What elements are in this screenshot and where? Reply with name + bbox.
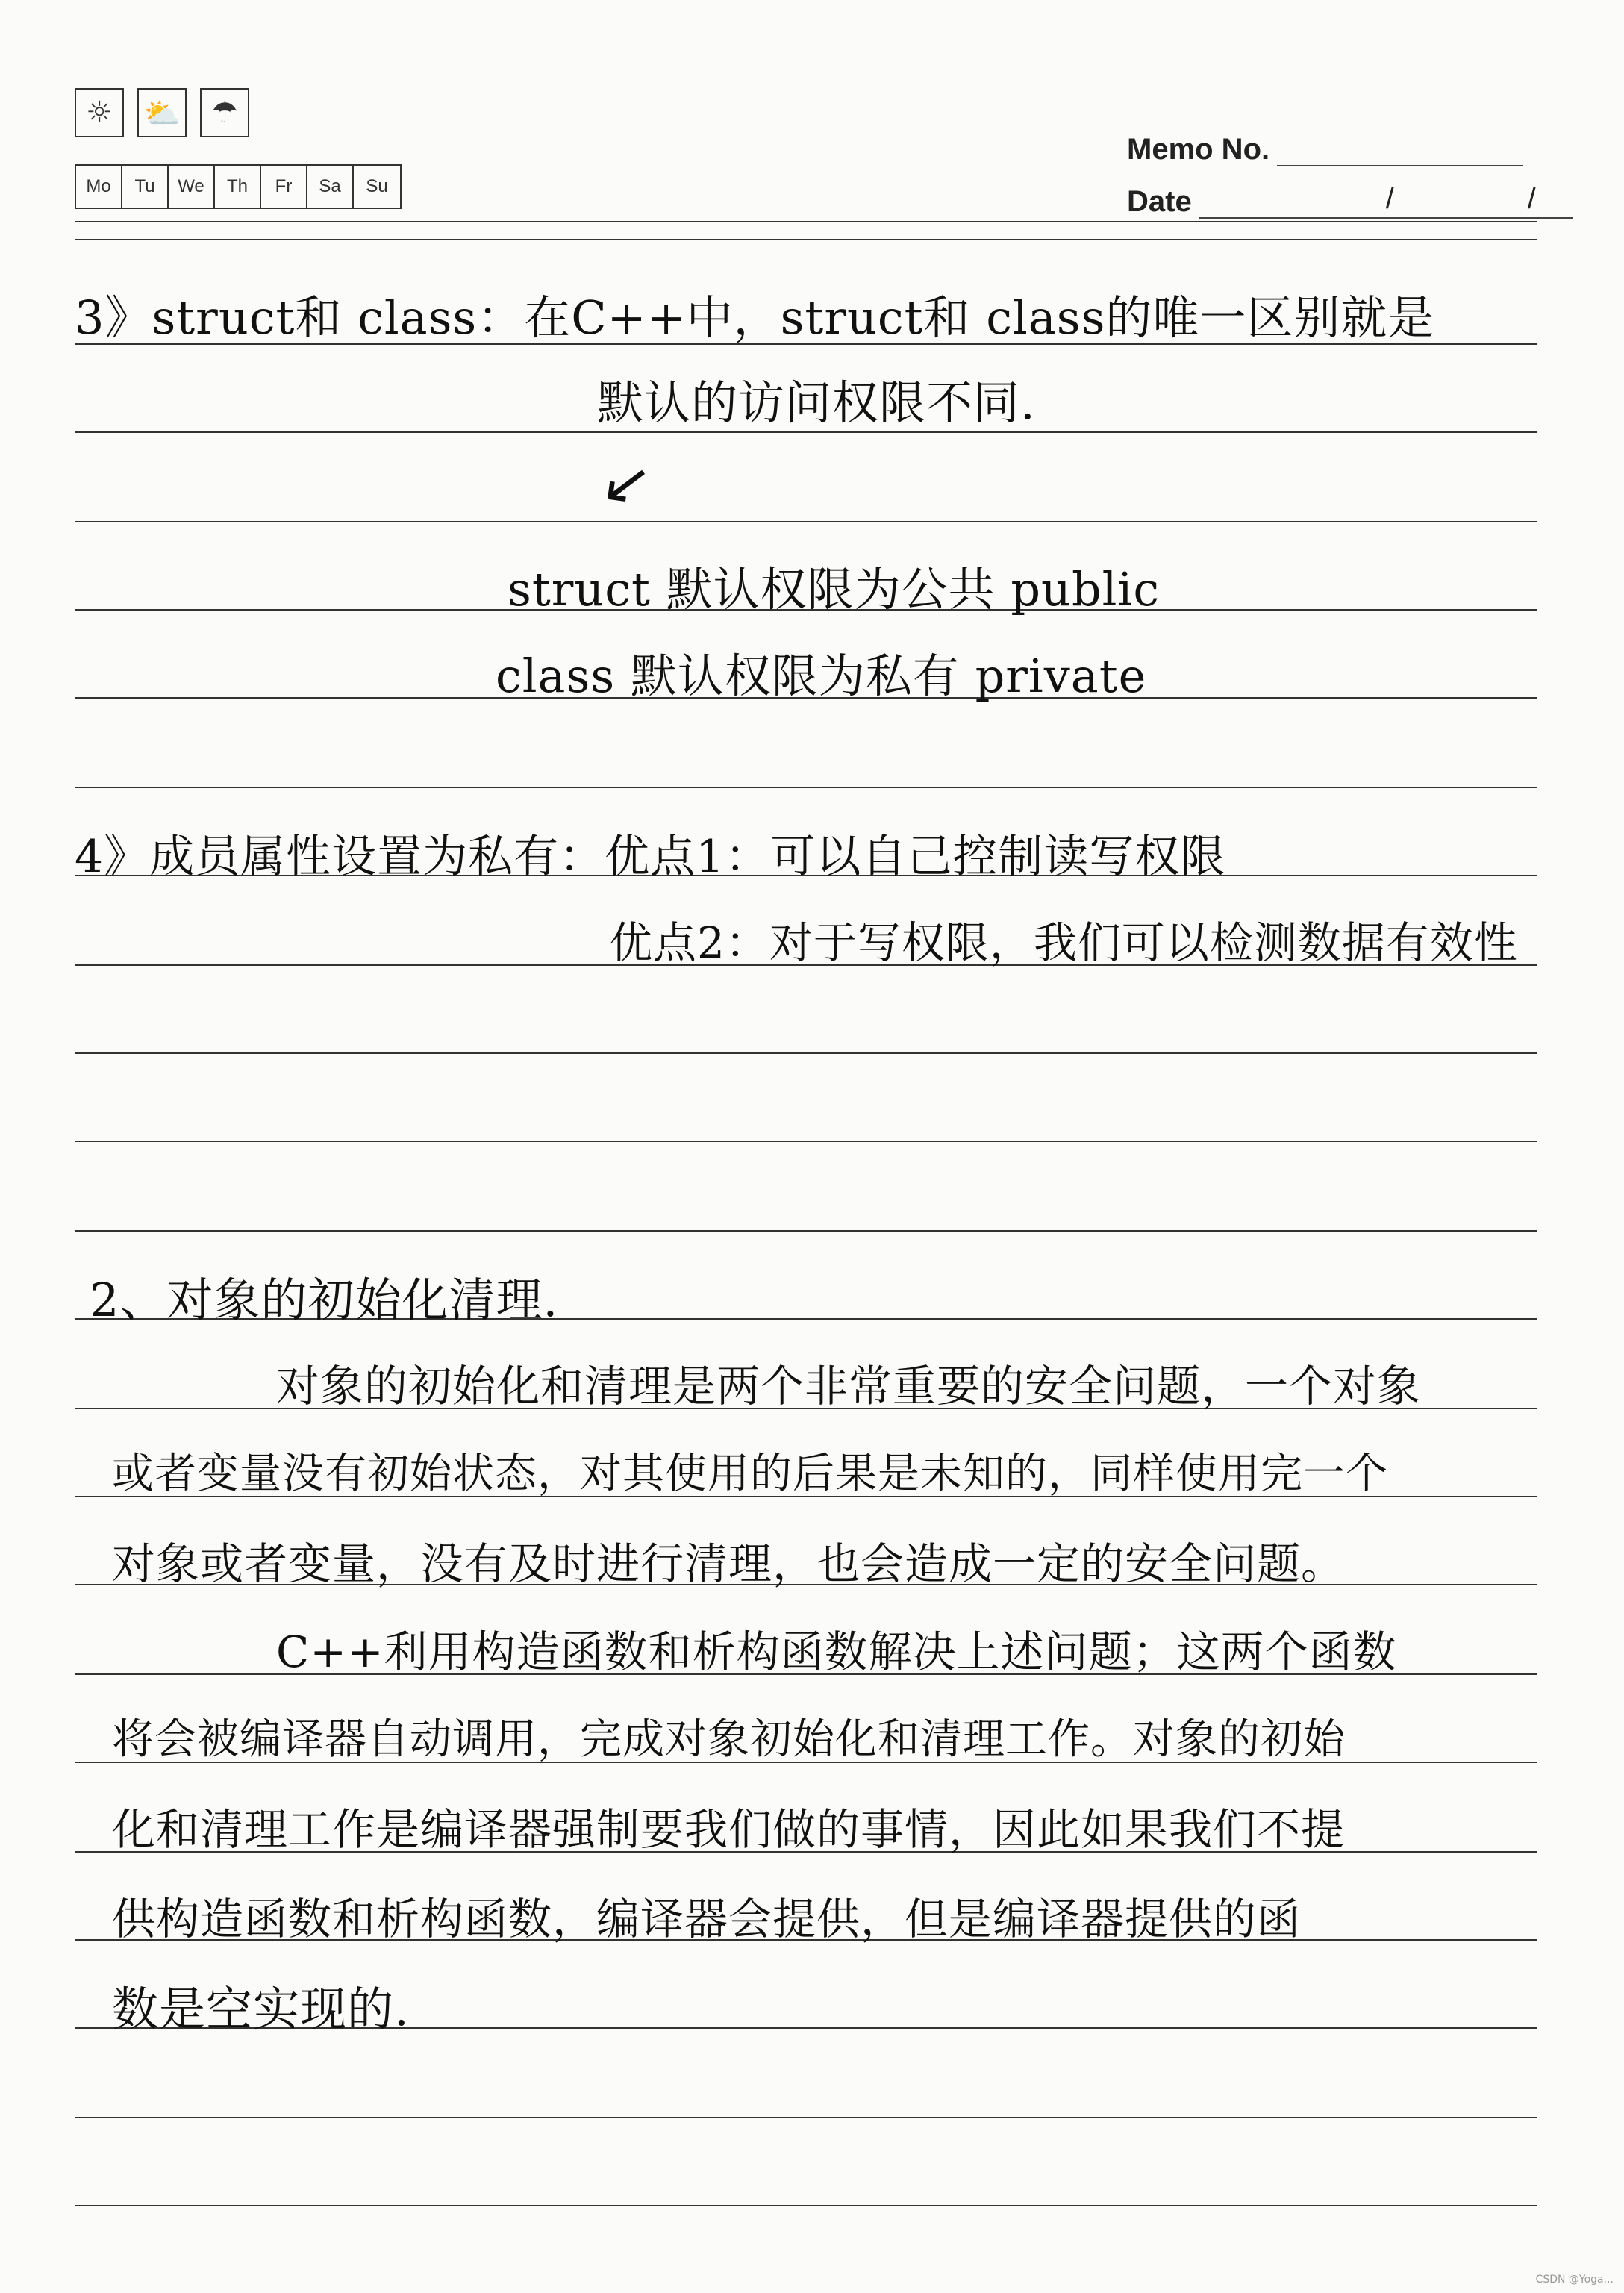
ruled-line bbox=[75, 1052, 1537, 1054]
ruled-line bbox=[75, 2205, 1537, 2206]
partly-cloudy-icon: ⛅ bbox=[137, 88, 187, 137]
note-3-continuation: 默认的访问权限不同. bbox=[597, 375, 1036, 430]
memo-number-line bbox=[1277, 138, 1523, 166]
ruled-line bbox=[75, 1141, 1537, 1142]
ruled-line bbox=[75, 787, 1537, 788]
note-4-title: 4》成员属性设置为私有：优点1：可以自己控制读写权限 bbox=[75, 831, 1226, 883]
weekday-su: Su bbox=[366, 176, 388, 196]
date-label: Date bbox=[1127, 185, 1192, 218]
class-default-access: class 默认权限为私有 private bbox=[496, 649, 1147, 703]
weather-icons bbox=[75, 88, 249, 137]
weekday-mo: Mo bbox=[76, 166, 122, 208]
weekday-we: We bbox=[169, 166, 215, 208]
date-field bbox=[1127, 182, 1573, 219]
date-line bbox=[1199, 182, 1573, 219]
sun-icon: ☼ bbox=[75, 88, 124, 137]
watermark: CSDN @Yoga... bbox=[1535, 2274, 1614, 2286]
weekday-sa: Sa bbox=[307, 166, 354, 208]
header-rule-top bbox=[75, 221, 1537, 222]
date-separator: / bbox=[1527, 182, 1536, 215]
paragraph-2-line: 数是空实现的. bbox=[112, 1982, 410, 2036]
date-separator: / bbox=[1385, 182, 1394, 215]
note-3-title: 3》struct和 class：在C++中，struct和 class的唯一区别就是 bbox=[75, 290, 1435, 345]
weekday-fr: Fr bbox=[261, 166, 307, 208]
weekday-row bbox=[75, 164, 402, 209]
arrow-down-left-icon: ↙ bbox=[596, 444, 657, 521]
note-4-continuation: 优点2：对于写权限，我们可以检测数据有效性 bbox=[609, 917, 1518, 968]
paragraph-2-line: 供构造函数和析构函数，编译器会提供，但是编译器提供的函 bbox=[112, 1894, 1302, 1944]
weekday-tu: Tu bbox=[122, 166, 169, 208]
section-2-title: 2、对象的初始化清理. bbox=[90, 1273, 559, 1327]
paragraph-1-line: 或者变量没有初始状态，对其使用的后果是未知的，同样使用完一个 bbox=[112, 1450, 1388, 1498]
umbrella-icon: ☂ bbox=[200, 88, 249, 137]
paragraph-1-line: 对象或者变量，没有及时进行清理，也会造成一定的安全问题。 bbox=[112, 1538, 1346, 1589]
struct-default-access: struct 默认权限为公共 public bbox=[508, 562, 1161, 617]
header-rule-bottom bbox=[75, 239, 1537, 240]
ruled-line bbox=[75, 2117, 1537, 2118]
memo-number-field bbox=[1127, 133, 1523, 166]
ruled-line bbox=[75, 1230, 1537, 1232]
paragraph-2-line: 将会被编译器自动调用，完成对象初始化和清理工作。对象的初始 bbox=[112, 1715, 1346, 1764]
paragraph-1-line: 对象的初始化和清理是两个非常重要的安全问题，一个对象 bbox=[276, 1361, 1422, 1411]
ruled-line bbox=[75, 521, 1537, 522]
paragraph-2-line: C++利用构造函数和析构函数解决上述问题；这两个函数 bbox=[276, 1626, 1397, 1677]
memo-label: Memo No. bbox=[1127, 133, 1270, 166]
weekday-th: Th bbox=[215, 166, 261, 208]
paragraph-2-line: 化和清理工作是编译器强制要我们做的事情，因此如果我们不提 bbox=[112, 1804, 1346, 1855]
